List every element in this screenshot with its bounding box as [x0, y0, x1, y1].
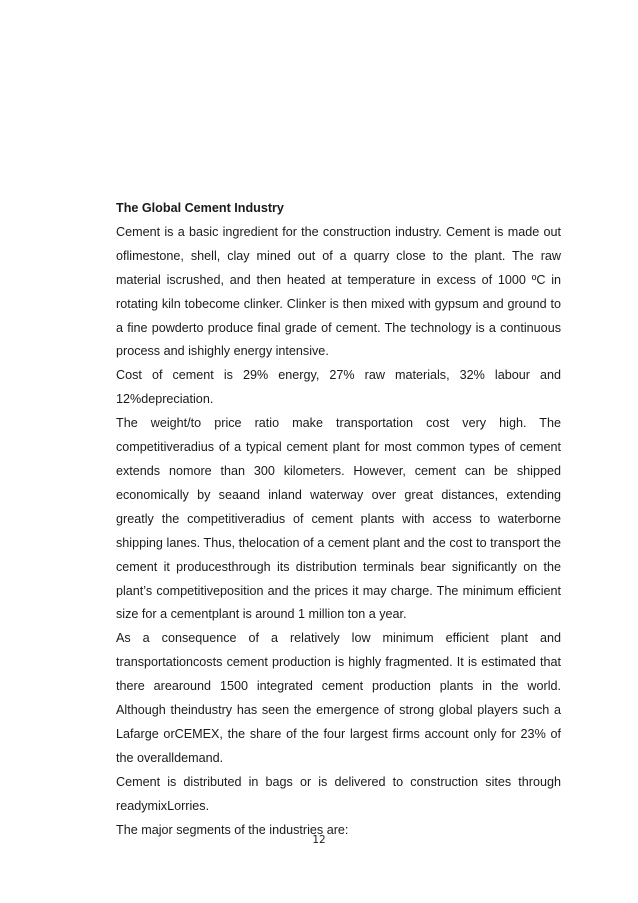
body-text	[116, 197, 561, 842]
paragraph-transport: The weight/to price ratio make transportation cost very high. The competitiveradius of a typical cement plant for most common types of cement extends nomore than 300 kilometers. However, cement can be shipped economically by seaand inland waterway over great distances, extending greatly the competitiveradius of cement plants with access to waterborne shipping lanes. Thus, thelocation of a cement plant and the cost to transport the cement it producesthrough its distribution terminals bear significantly on the plant’s competitiveposition and the prices it may charge. The minimum efficient size for a cementplant is around 1 million ton a year.	[116, 416, 561, 622]
section-heading: The Global Cement Industry	[116, 201, 284, 215]
paragraph-fragmentation: As a consequence of a relatively low minimum efficient plant and transportationcosts cement production is highly fragmented. It is estimated that there arearound 1500 integrated cement production plants in the world. Although theindustry has seen the emergence of strong global players such a Lafarge orCEMEX, the share of the four largest firms account only for 23% of the overalldemand.	[116, 631, 561, 765]
page-number: 12	[312, 834, 326, 846]
paragraph-segments: The major segments of the industries are:	[116, 822, 349, 837]
paragraph-intro: Cement is a basic ingredient for the construction industry. Cement is made out oflimestone, shell, clay mined out of a quarry close to the plant. The raw material iscrushed, and then heated at temperature in excess of 1000 ºC in rotating kiln tobecome clinker. Clinker is then mixed with gypsum and ground to a fine powderto produce final grade of cement. The technology is a continuous process and ishighly energy intensive.	[116, 224, 561, 359]
paragraph-distribution: Cement is distributed in bags or is delivered to construction sites through readymixLorries.	[116, 774, 561, 813]
paragraph-cost: Cost of cement is 29% energy, 27% raw materials, 32% labour and 12%depreciation.	[116, 368, 561, 407]
